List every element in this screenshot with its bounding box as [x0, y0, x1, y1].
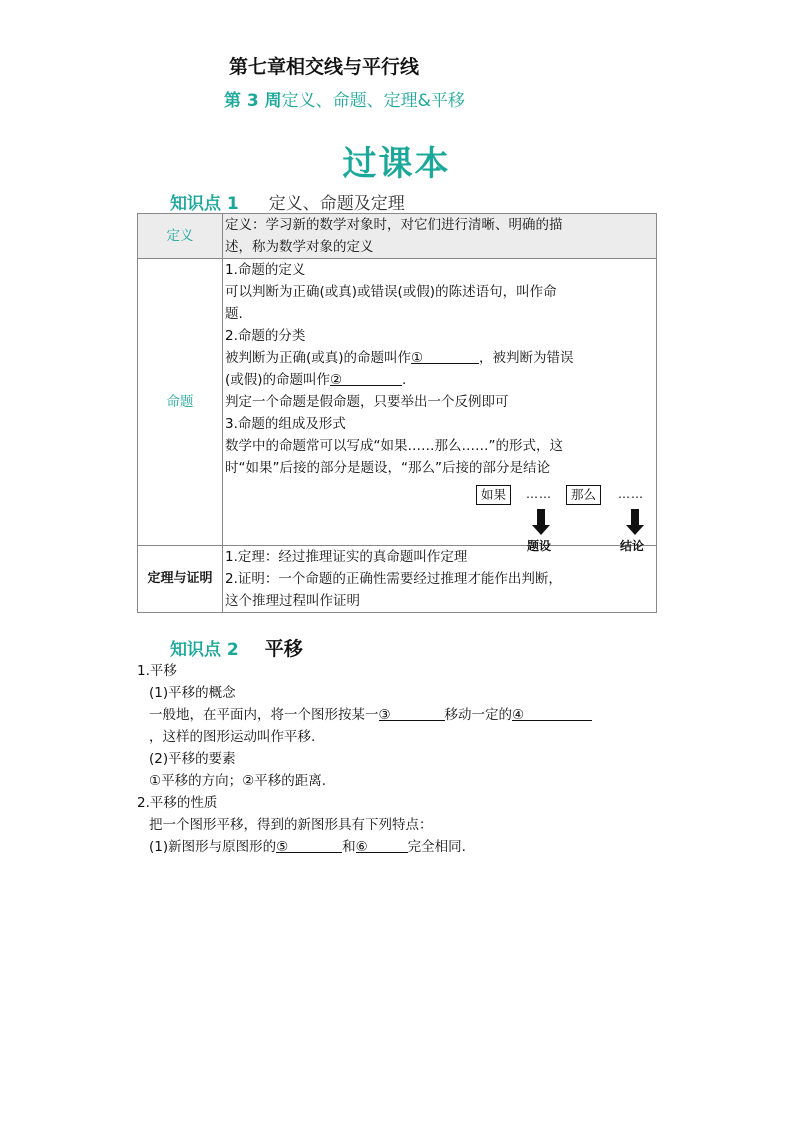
- fill-blank-6[interactable]: ⑥: [356, 836, 408, 853]
- week-topic: 定义、命题、定理&平移: [281, 91, 465, 111]
- page-title: 过课本: [342, 144, 451, 184]
- text-line: [137, 836, 677, 858]
- row-head-definition: 定义: [138, 214, 223, 259]
- text: 移动一定的: [444, 707, 512, 723]
- fill-blank-4[interactable]: ④: [512, 704, 592, 721]
- prop-line: 3.命题的组成及形式: [225, 416, 346, 432]
- prop-line: 1.命题的定义: [225, 262, 306, 278]
- if-box: 如果: [476, 485, 511, 505]
- subsection-heading: (1)平移的概念: [149, 685, 236, 701]
- text-line: [137, 704, 677, 726]
- prop-text: .: [402, 372, 407, 388]
- proposition-cell: [223, 259, 657, 553]
- row-head-theorem: 定理与证明: [138, 546, 223, 613]
- knowledge-table: [137, 213, 657, 613]
- definition-cell: [223, 214, 657, 259]
- then-box: 那么: [566, 485, 601, 505]
- fill-blank-1[interactable]: ①: [411, 347, 479, 364]
- then-dots: ……: [618, 487, 644, 501]
- table-row-proposition: [138, 259, 657, 546]
- knowledge-point-2-heading: [170, 634, 303, 661]
- text-line: 把一个图形平移，得到的新图形具有下列特点：: [149, 817, 433, 833]
- text: 和: [342, 839, 356, 855]
- down-arrow-icon: [537, 509, 545, 525]
- row-head-proposition: 命题: [138, 259, 223, 546]
- prop-line: 数学中的命题常可以写成“如果……那么……”的形式，这: [225, 438, 563, 454]
- fill-blank-3[interactable]: ③: [379, 704, 445, 721]
- knowledge-point-1-heading: [170, 189, 405, 214]
- prop-line: [225, 369, 654, 391]
- text: 一般地，在平面内，将一个图形按某一: [149, 707, 379, 723]
- definition-line-1: 定义：学习新的数学对象时，对它们进行清晰、明确的描: [225, 217, 563, 233]
- text-line: ①平移的方向；②平移的距离.: [149, 773, 326, 789]
- if-dots: ……: [526, 487, 552, 501]
- subsection-heading: (2)平移的要素: [149, 751, 236, 767]
- kp1-label: 知识点 1: [170, 194, 239, 214]
- condition-label: 题设: [527, 539, 552, 553]
- theorem-line: 1.定理：经过推理证实的真命题叫作定理: [225, 549, 468, 565]
- kp2-title: 平移: [264, 638, 303, 660]
- kp2-label: 知识点 2: [170, 640, 239, 660]
- prop-line: 2.命题的分类: [225, 328, 306, 344]
- fill-blank-2[interactable]: ②: [330, 369, 402, 386]
- prop-text: ，被判断为错误: [479, 350, 574, 366]
- text: 完全相同.: [407, 839, 466, 855]
- definition-line-2: 述，称为数学对象的定义: [225, 239, 374, 255]
- prop-line: 题.: [225, 306, 243, 322]
- prop-line: 时“如果”后接的部分是题设，“那么”后接的部分是结论: [225, 460, 550, 476]
- fill-blank-5[interactable]: ⑤: [276, 836, 342, 853]
- chapter-title: 第七章相交线与平行线: [229, 56, 420, 78]
- prop-line: 判定一个命题是假命题，只要举出一个反例即可: [225, 394, 509, 410]
- conclusion-label: 结论: [620, 539, 645, 553]
- section-heading: 2.平移的性质: [137, 795, 218, 811]
- text: (1)新图形与原图形的: [149, 839, 277, 855]
- prop-line: [225, 347, 654, 369]
- table-row-definition: [138, 214, 657, 259]
- kp1-title: 定义、命题及定理: [268, 194, 405, 214]
- table-row-theorem: [138, 546, 657, 613]
- prop-line: 可以判断为正确(或真)或错误(或假)的陈述语句，叫作命: [225, 284, 557, 300]
- text-line: ，这样的图形运动叫作平移.: [149, 729, 316, 745]
- week-number: 第 3 周: [224, 91, 282, 111]
- prop-text: 被判断为正确(或真)的命题叫作: [225, 350, 412, 366]
- if-then-diagram: [225, 479, 654, 553]
- down-arrow-icon: [631, 509, 639, 525]
- section-heading: 1.平移: [137, 663, 177, 679]
- week-subtitle: [224, 86, 465, 111]
- theorem-line: 2.证明：一个命题的正确性需要经过推理才能作出判断，: [225, 571, 562, 587]
- translation-section: [137, 660, 677, 858]
- prop-text: (或假)的命题叫作: [225, 372, 331, 388]
- theorem-line: 这个推理过程叫作证明: [225, 593, 360, 609]
- theorem-cell: [223, 546, 657, 613]
